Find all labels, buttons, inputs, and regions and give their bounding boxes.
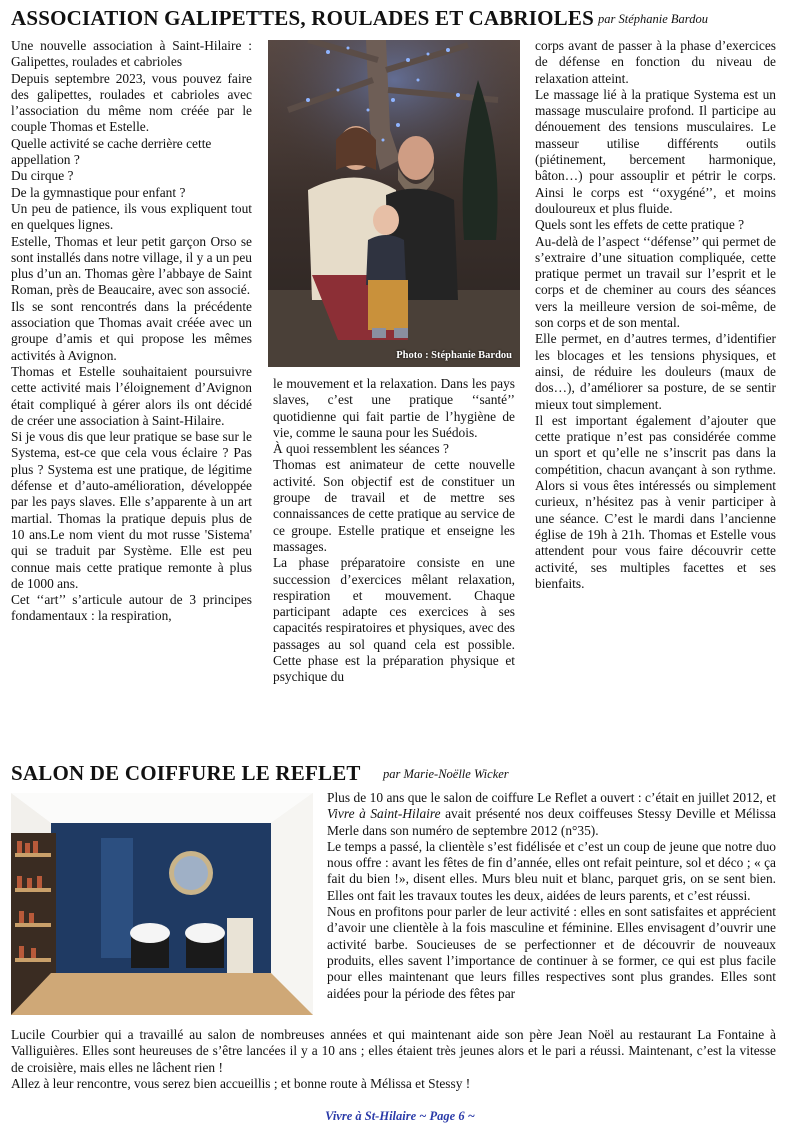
paragraph: Estelle, Thomas et leur petit garçon Orso se sont installés dans notre village, il y a un peu plus d’un an. Thomas gère l’abbaye de Saint Roman, près de Beaucaire, avec son associé. (11, 233, 252, 298)
page-footer: Vivre à St-Hilaire ~ Page 6 ~ (325, 1109, 475, 1123)
paragraph: La phase préparatoire consiste en une succession d’exercices mêlant relaxation, respiration et mouvement. Chaque participant adapte ces exercices à ses capacités respiratoires et physiques, avec des passages au sol quand cela est possible. Cette phase est la préparation physique et psychique du (273, 555, 515, 685)
paragraph-text: avait présenté nos deux coiffeuses Stessy Deville et Mélissa Merle dans son numéro de septembre 2012 (n°35). (327, 806, 776, 838)
article1-column-3 (535, 38, 776, 592)
paragraph: Une nouvelle association à Saint-Hilaire : Galipettes, roulades et cabrioles (11, 38, 252, 70)
salon-photo-illustration (11, 793, 313, 1015)
article2-byline: par Marie-Noëlle Wicker (383, 767, 509, 781)
paragraph: Le temps a passé, la clientèle s’est fidélisée et c’est un coup de jeune que notre duo nous offre : avant les fêtes de fin d’année, elles ont refait peinture, sol et déco ; « ça fait du bien !», disent elles. Murs bleu nuit et blanc, parquet gris, on se sent bien. Elles ont fait les travaux toutes les deux, aidées de leurs parents, et c’est réussi. (327, 838, 776, 903)
paragraph: Thomas et Estelle souhaitaient poursuivre cette activité mais l’éloignement d’Avignon était compliqué à gérer alors ils ont décidé de créer une association à Saint-Hilaire. (11, 363, 252, 428)
paragraph: Ils se sont rencontrés dans la précédente association que Thomas avait créée avec un groupe d’amis et qui propose les mêmes activités à Avignon. (11, 298, 252, 363)
paragraph: corps avant de passer à la phase d’exercices de défense en fonction du niveau de relaxation atteint. (535, 38, 776, 86)
article1-column-1 (11, 38, 252, 625)
paragraph: Si je vous dis que leur pratique se base sur le Systema, est-ce que cela vous éclaire ? Pas plus ? Systema est une pratique, de légitime défense et d’auto-amélioration, développée par les pays slaves. Elle s’apparente à un art martial. Thomas la pratique depuis plus de 10 ans.Le nom vient du mot russe 'Sistema' qui se traduit par Système. Elle est peu connue mais cette pratique remonte à plus de 1000 ans. (11, 429, 252, 591)
paragraph: Lucile Courbier qui a travaillé au salon de nombreuses années et qui maintenant aide son père Jean Noël au restaurant La Fontaine à Valliguières. Elles sont heureuses de s’être lancées il y a 10 ans ; elles étaient très jeunes alors et le pari a réussi. Maintenant, c’est la vitesse de croisière, mais elles ne lâchent rien ! (11, 1027, 776, 1075)
paragraph: À quoi ressemblent les séances ? (273, 441, 449, 457)
paragraph: Le massage lié à la pratique Systema est un massage musculaire profond. Il participe au dénouement des tensions musculaires. Le masseur utilise différents outils (piétinement, bercement harmonique, bâton…) pour assouplir et pétrir le corps. Ainsi le corps est ‘‘oxygéné’’, et moins douloureux et plus fluide. (535, 86, 776, 216)
paragraph: le mouvement et la relaxation. Dans les pays slaves, c’est une pratique ‘‘santé’’ quotidienne qui fait partie de l’hygiène de vie, comme le sauna pour les Suédois. (273, 376, 515, 440)
article2-full-width (11, 1027, 776, 1092)
article2-title: SALON DE COIFFURE LE REFLET (11, 761, 361, 785)
family-photo-illustration (268, 40, 520, 367)
paragraph: Quelle activité se cache derrière cette appellation ? (11, 135, 212, 168)
paragraph: Quels sont les effets de cette pratique ? (535, 217, 745, 233)
paragraph: Nous en profitons pour parler de leur activité : elles en sont satisfaites et apprécient d’avoir une clientèle à la fois masculine et féminine. Elles envisagent d’ouvrir une activité barbe. Soucieuses de se perfectionner et de découvrir de nouveaux produits, elles savent l’importance de continuer à se former, ce qui est plus facile pour elles maintenant que leurs filles respectives sont plus grandes. Elles sont aidées pour la période des fêtes par (327, 904, 776, 1001)
paragraph: Au-delà de l’aspect ‘‘défense’’ qui permet de s’extraire d’une situation compliquée, cette pratique permet un travail sur l’esprit et le corps et de cheminer au cours des séances vers la meilleure version de soi-même, de son corps et de son mental. (535, 233, 776, 331)
paragraph: Allez à leur rencontre, vous serez bien accueillis ; et bonne route à Mélissa et Stessy ! (11, 1075, 471, 1091)
family-photo (268, 40, 520, 367)
paragraph: Cet ‘‘art’’ s’articule autour de 3 principes fondamentaux : la respiration, (11, 592, 252, 624)
paragraph: Thomas est animateur de cette nouvelle activité. Son objectif est de constituer un groupe de travail et de mettre ses connaissances de cette pratique au service de ce groupe. Estelle pratique et enseigne les massages. (273, 457, 515, 554)
article1-column-2 (273, 376, 515, 686)
article1-byline: par Stéphanie Bardou (598, 12, 708, 26)
article2-column-right (327, 790, 776, 1002)
paragraph: Il est important également d’ajouter que cette pratique n’est pas considérée comme un sport et qu’elle ne s’inscrit pas dans la compétition, chacun avançant à son rythme. Alors si vous êtes intéressés ou simplement curieux, n’hésitez pas à venir participer à une séance. C’est le mardi dans l’ancienne église de 19h à 21h. Thomas et Estelle vous attendent pour vous faire découvrir cette activité, ses multiples facettes et ses bienfaits. (535, 412, 776, 591)
paragraph: Du cirque ? (11, 168, 74, 184)
magazine-name: Vivre à Saint-Hilaire (327, 806, 441, 822)
paragraph: Elle permet, en d’autres termes, d’identifier les blocages et les tensions physiques, et ainsi, de réduire les douleurs (maux de dos…), d’améliorer sa posture, de se sentir mieux tout simplement. (535, 331, 776, 412)
paragraph-text: Plus de 10 ans que le salon de coiffure Le Reflet a ouvert : c’était en juillet 2012, et (327, 790, 776, 805)
paragraph: De la gymnastique pour enfant ? (11, 184, 186, 200)
article1-title: ASSOCIATION GALIPETTES, ROULADES ET CABRIOLES (11, 6, 594, 30)
salon-photo (11, 793, 313, 1015)
photo-credit: Photo : Stéphanie Bardou (396, 350, 512, 361)
paragraph (327, 790, 776, 839)
paragraph: Depuis septembre 2023, vous pouvez faire des galipettes, roulades et cabrioles avec l’association du même nom créée par le couple Thomas et Estelle. (11, 70, 252, 135)
paragraph: Un peu de patience, ils vous expliquent tout en quelques lignes. (11, 200, 252, 233)
